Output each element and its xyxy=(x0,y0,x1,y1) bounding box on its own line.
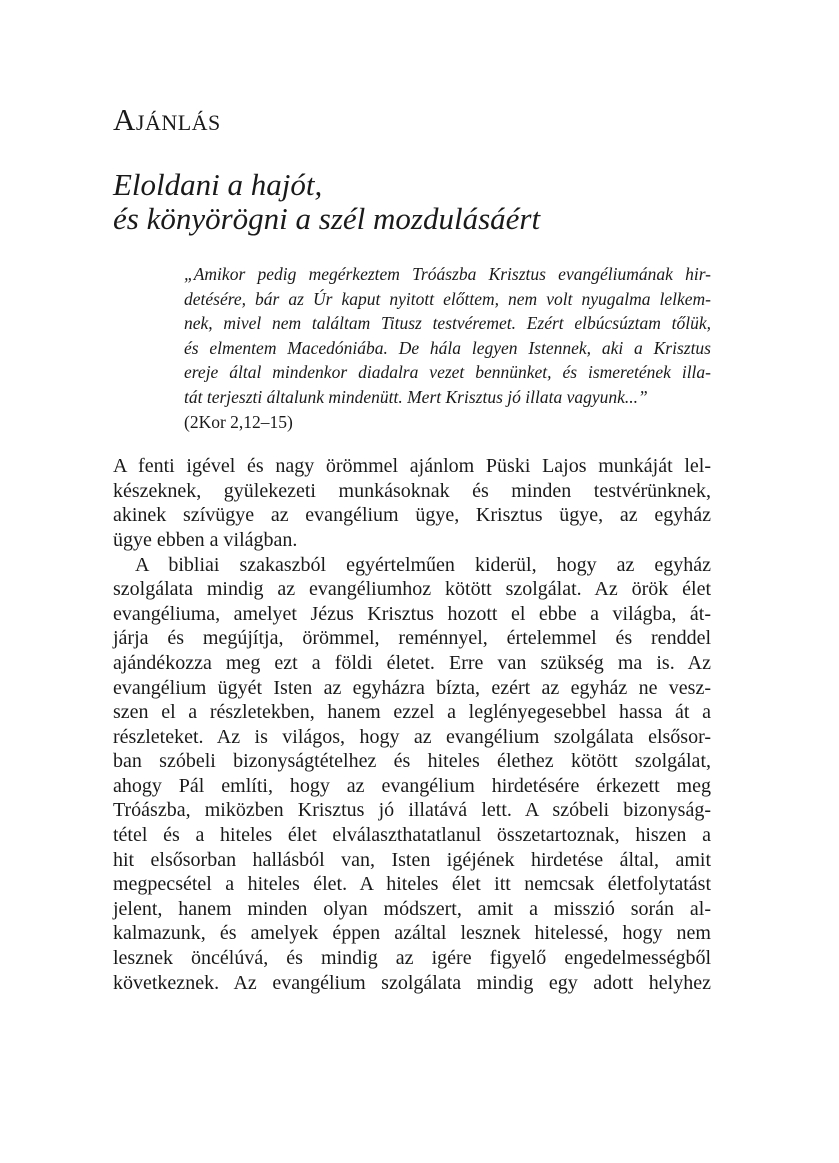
body-line: következnek. Az evangélium szolgálata mindig egy adott helyhez xyxy=(113,971,711,994)
body-line: részleteket. Az is világos, hogy az evangélium szolgálata elsősor- xyxy=(113,725,711,748)
body-line: hit elsősorban hallásból van, Isten igéjének hirdetése által, amit xyxy=(113,848,711,871)
body-line: megpecsétel a hiteles élet. A hiteles élet itt nemcsak életfolytatást xyxy=(113,873,711,896)
quote-line: detésére, bár az Úr kaput nyitott előttem, nem volt nyugalma lelkem- xyxy=(184,288,711,309)
body-line: ahogy Pál említi, hogy az evangélium hirdetésére érkezett meg xyxy=(113,774,711,797)
body-line: ügye ebben a világban. xyxy=(113,528,298,551)
body-text xyxy=(113,454,711,995)
body-line: A bibliai szakaszból egyértelműen kiderül, hogy az egyház xyxy=(135,553,711,576)
body-line: evangélium ügyét Isten az egyházra bízta, ezért az egyház ne vesz- xyxy=(113,676,711,699)
subtitle-line: és könyörögni a szél mozdulásáért xyxy=(113,201,541,236)
document-page xyxy=(113,100,711,995)
body-line: kalmazunk, és amelyek éppen azáltal lesznek hitelessé, hogy nem xyxy=(113,922,711,945)
body-line: tétel és a hiteles élet elválaszthatatlanul összetartoznak, hiszen a xyxy=(113,824,711,847)
body-line: jelent, hanem minden olyan módszert, amit a misszió során al- xyxy=(113,897,711,920)
body-line: készeknek, gyülekezeti munkásoknak és minden testvérünknek, xyxy=(113,479,711,502)
quote-line: „Amikor pedig megérkeztem Tróászba Krisztus evangéliumának hir- xyxy=(184,264,711,284)
body-line: szen el a részletekben, hanem ezzel a leglényegesebbel hassa át a xyxy=(113,701,711,724)
bible-quote xyxy=(184,262,711,434)
quote-line: tát terjeszti általunk mindenütt. Mert Krisztus jó illata vagyunk...” xyxy=(184,386,648,407)
body-line: evangéliuma, amelyet Jézus Krisztus hozott el ebbe a világba, át- xyxy=(113,602,711,625)
page-heading: Ajánlás xyxy=(113,102,221,137)
quote-line: és elmentem Macedóniába. De hála legyen Istennek, aki a Krisztus xyxy=(184,337,711,358)
body-line: szolgálata mindig az evangéliumhoz kötött szolgálat. Az örök élet xyxy=(113,578,711,601)
body-line: ajándékozza meg ezt a földi életet. Erre van szükség ma is. Az xyxy=(113,651,711,674)
body-line: járja és megújítja, örömmel, reménnyel, értelemmel és renddel xyxy=(113,627,711,650)
quote-line: ereje által mindenkor diadalra vezet bennünket, és ismeretének illa- xyxy=(184,362,711,383)
body-line: akinek szívügye az evangélium ügye, Krisztus ügye, az egyház xyxy=(113,504,711,527)
quote-reference: (2Kor 2,12–15) xyxy=(184,411,293,432)
body-line: lesznek öncélúvá, és mindig az igére figyelő engedelmességből xyxy=(113,947,711,970)
quote-line: nek, mivel nem találtam Titusz testvéremet. Ezért elbúcsúztam tőlük, xyxy=(184,313,711,334)
page-subtitle xyxy=(113,168,711,236)
body-line: ban szóbeli bizonyságtételhez és hiteles élethez kötött szolgálat, xyxy=(113,750,711,773)
body-line: A fenti igével és nagy örömmel ajánlom Püski Lajos munkáját lel- xyxy=(113,455,711,478)
body-line: Tróászba, miközben Krisztus jó illatává lett. A szóbeli bizonyság- xyxy=(113,799,711,822)
subtitle-line: Eloldani a hajót, xyxy=(113,167,323,202)
